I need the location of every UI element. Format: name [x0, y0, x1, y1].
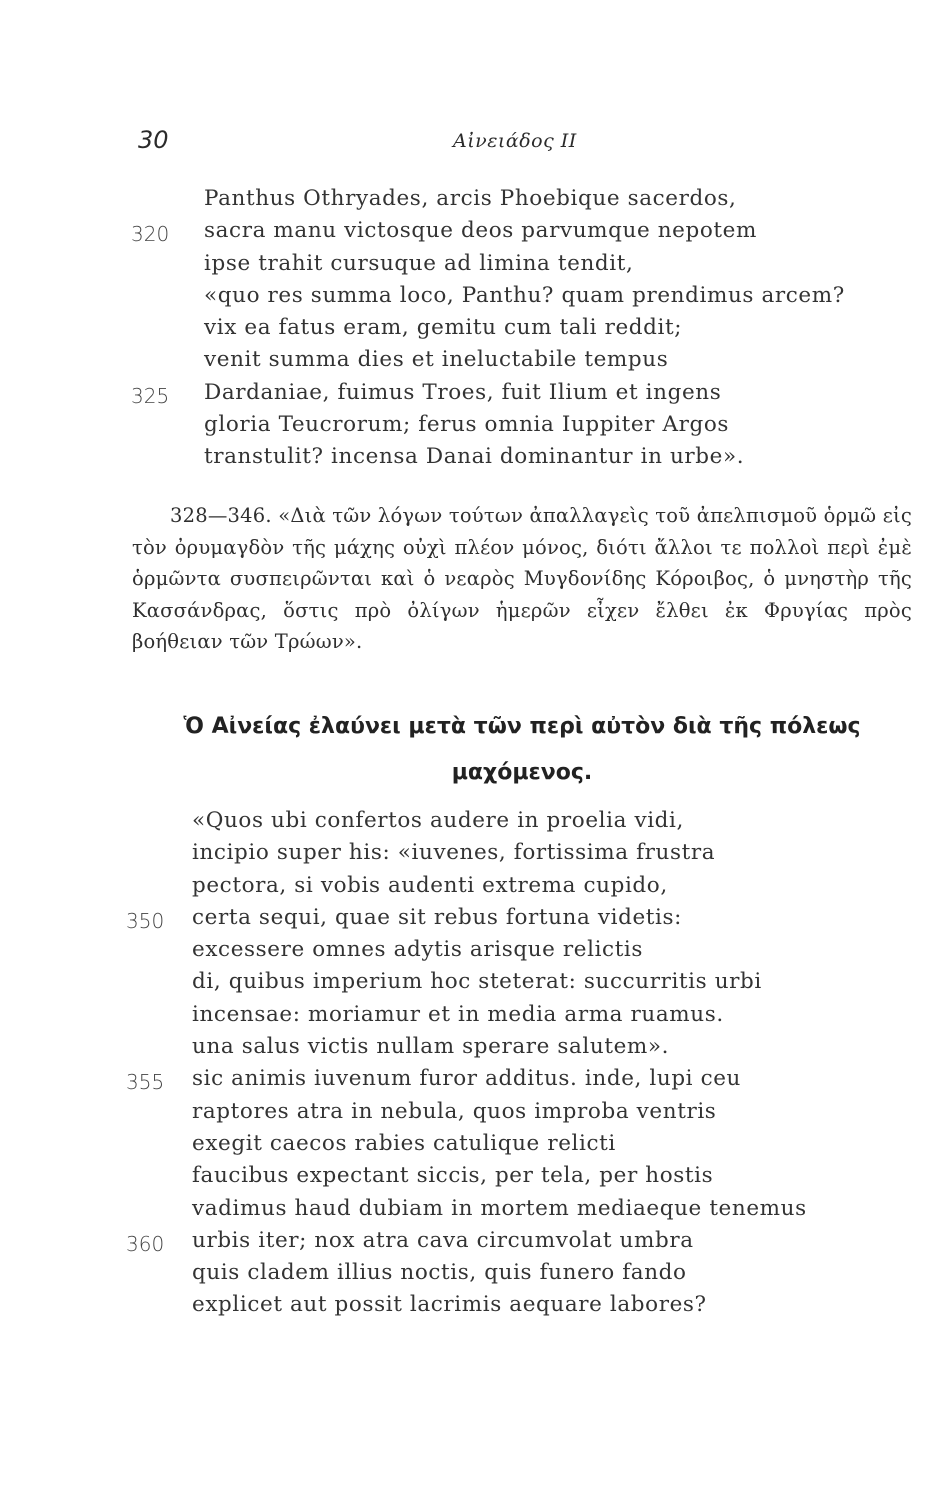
verse-line [0, 1163, 951, 1195]
verse-line [0, 1260, 951, 1292]
running-title: Αἰνειάδος ΙΙ [453, 130, 577, 152]
section-heading-line-2: μαχόμενος. [451, 760, 593, 785]
verse-line [0, 251, 951, 283]
verse-text: vix ea fatus eram, gemitu cum tali reddit; [204, 315, 683, 341]
verse-text: certa sequi, quae sit rebus fortuna videtis: [192, 904, 682, 930]
verse-line [0, 905, 951, 937]
verse-line [0, 937, 951, 969]
verse-line [0, 315, 951, 347]
page-number: 30 [138, 126, 169, 154]
verse-text: di, quibus imperium hoc steterat: succurritis urbi [192, 969, 762, 995]
verse-text: incensae: moriamur et in media arma ruamus. [192, 1001, 724, 1027]
page-header [0, 124, 951, 164]
verse-text: incipio super his: «iuvenes, fortissima frustra [192, 840, 716, 866]
verse-text: Dardaniae, fuimus Troes, fuit Ilium et ingens [204, 379, 722, 405]
line-number: 320 [131, 222, 170, 247]
verse-line [0, 347, 951, 379]
verse-line [0, 1002, 951, 1034]
line-number: 325 [131, 383, 170, 408]
verse-line [0, 444, 951, 476]
verse-text: quis cladem illius noctis, quis funero fando [192, 1260, 687, 1286]
verse-text: una salus victis nullam sperare salutem». [192, 1034, 670, 1060]
verse-line [0, 1066, 951, 1098]
verse-text: sacra manu victosque deos parvumque nepotem [204, 218, 757, 244]
verse-line [0, 380, 951, 412]
line-number: 355 [126, 1070, 165, 1095]
verse-line [0, 1034, 951, 1066]
verse-block-1 [0, 186, 951, 477]
verse-text: pectora, si vobis audenti extrema cupido, [192, 872, 668, 898]
verse-text: excessere omnes adytis arisque relictis [192, 937, 644, 963]
verse-line [0, 218, 951, 250]
verse-text: transtulit? incensa Danai dominantur in urbe». [204, 444, 745, 470]
verse-line [0, 283, 951, 315]
line-number: 350 [126, 908, 165, 933]
verse-block-2 [0, 808, 951, 1325]
verse-text: venit summa dies et ineluctabile tempus [204, 347, 669, 373]
verse-line [0, 1196, 951, 1228]
verse-text: vadimus haud dubiam in mortem mediaeque tenemus [192, 1195, 807, 1221]
verse-text: gloria Teucrorum; ferus omnia Iuppiter Argos [204, 412, 730, 438]
section-heading [132, 704, 912, 796]
verse-text: explicet aut possit lacrimis aequare labores? [192, 1292, 707, 1318]
verse-text: faucibus expectant siccis, per tela, per hostis [192, 1163, 714, 1189]
verse-text: urbis iter; nox atra cava circumvolat umbra [192, 1227, 694, 1253]
verse-line [0, 1131, 951, 1163]
verse-line [0, 1292, 951, 1324]
verse-line [0, 840, 951, 872]
verse-line [0, 1099, 951, 1131]
verse-line [0, 412, 951, 444]
commentary-paragraph: 328—346. «Διὰ τῶν λόγων τούτων ἀπαλλαγεὶς τοῦ ἀπελπισμοῦ ὁρμῶ εἰς τὸν ὀρυμαγδὸν τῆς μάχης οὐχὶ πλέον μόνος, διότι ἄλλοι τε πολλοὶ περὶ ἐμὲ ὁρμῶντα συσπειρῶνται καὶ ὁ νεαρὸς Μυγδονίδης Κόροιβος, ὁ μνηστὴρ τῆς Κασσάνδρας, ὅστις πρὸ ὀλίγων ἡμερῶν εἶχεν ἔλθει ἐκ Φρυγίας πρὸς βοήθειαν τῶν Τρώων». [132, 504, 912, 653]
verse-text: «Quos ubi confertos audere in proelia vidi, [192, 808, 684, 833]
section-heading-line-1: Ὁ Αἰνείας ἐλαύνει μετὰ τῶν περὶ αὐτὸν διὰ τῆς πόλεως [183, 714, 861, 739]
verse-text: exegit caecos rabies catulique relicti [192, 1130, 616, 1156]
verse-line [0, 808, 951, 840]
verse-line [0, 186, 951, 218]
verse-text: Panthus Othryades, arcis Phoebique sacerdos, [204, 186, 737, 211]
verse-text: ipse trahit cursuque ad limina tendit, [204, 250, 634, 276]
verse-text: sic animis iuvenum furor additus. inde, lupi ceu [192, 1066, 741, 1092]
verse-line [0, 873, 951, 905]
verse-line [0, 969, 951, 1001]
verse-line [0, 1228, 951, 1260]
verse-text: «quo res summa loco, Panthu? quam prendimus arcem? [204, 282, 845, 308]
verse-text: raptores atra in nebula, quos improba ventris [192, 1098, 717, 1124]
line-number: 360 [126, 1231, 165, 1256]
